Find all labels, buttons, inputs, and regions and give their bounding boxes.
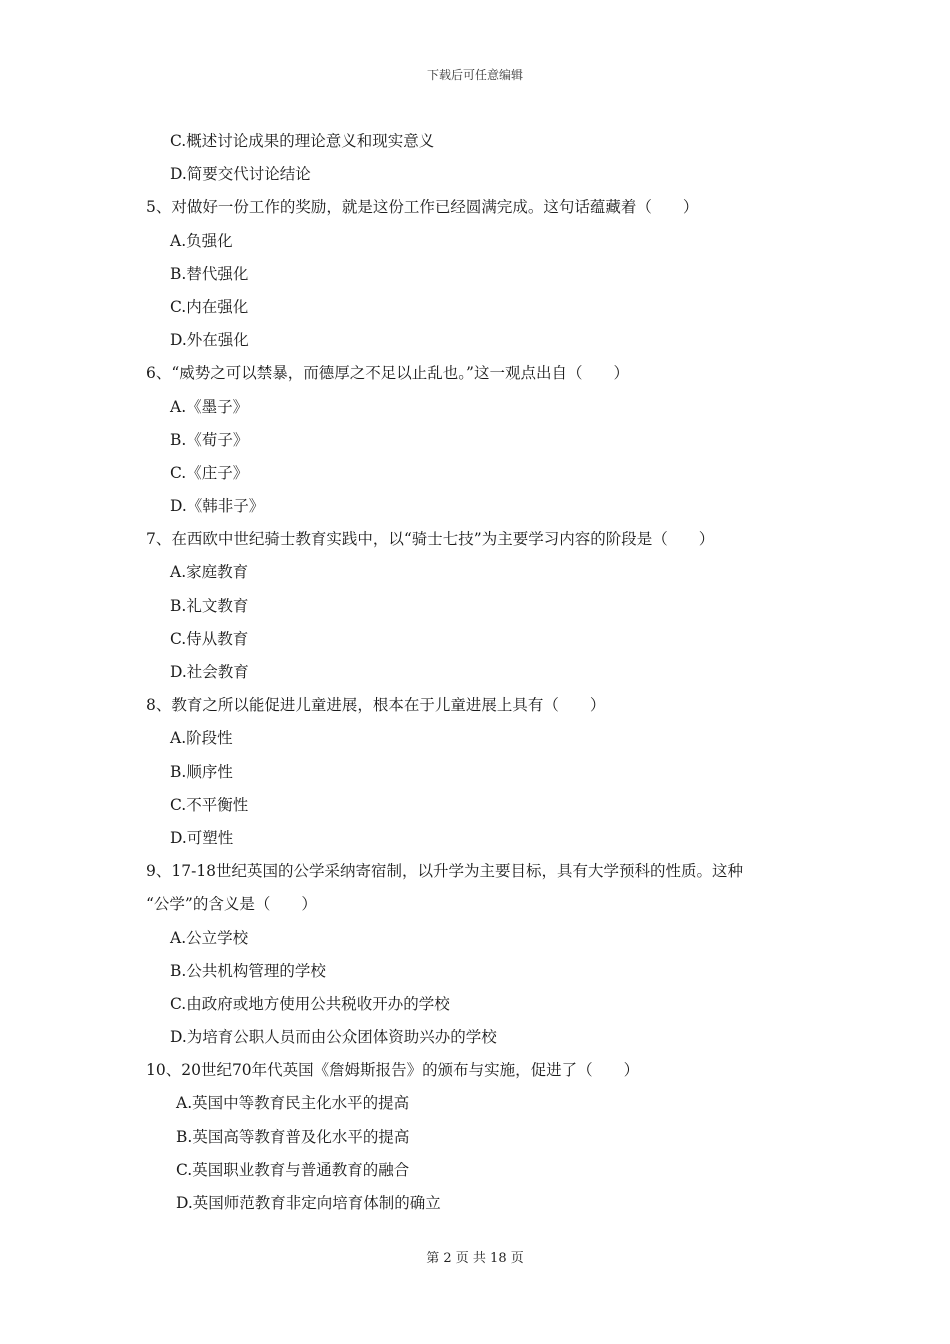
answer-option: D.《韩非子》 (170, 497, 265, 516)
answer-option: B.替代强化 (170, 264, 249, 283)
question-stem: 10、20世纪70年代英国《詹姆斯报告》的颁布与实施，促进了（ ） (146, 1061, 640, 1080)
answer-option: C.英国职业教育与普通教育的融合 (176, 1160, 410, 1179)
answer-option: D.简要交代讨论结论 (170, 165, 311, 184)
answer-option: C.内在强化 (170, 297, 249, 316)
question-list (146, 125, 826, 1220)
answer-option: B.顺序性 (170, 762, 233, 781)
answer-option: A.家庭教育 (170, 563, 249, 582)
answer-option: B.礼文教育 (170, 596, 249, 615)
answer-option: C.《庄子》 (170, 463, 249, 482)
question-stem: “公学”的含义是（ ） (146, 895, 317, 914)
answer-option: A.负强化 (170, 231, 233, 250)
answer-option: C.概述讨论成果的理论意义和现实意义 (170, 132, 435, 150)
question-stem: 6、“威势之可以禁暴，而德厚之不足以止乱也。”这一观点出自（ ） (146, 364, 629, 383)
answer-option: A.公立学校 (170, 928, 249, 947)
answer-option: C.由政府或地方使用公共税收开办的学校 (170, 994, 450, 1013)
answer-option: C.不平衡性 (170, 795, 249, 814)
answer-option: B.英国高等教育普及化水平的提高 (176, 1127, 410, 1146)
question-stem: 7、在西欧中世纪骑士教育实践中，以“骑士七技”为主要学习内容的阶段是（ ） (146, 530, 715, 549)
answer-option: A.阶段性 (170, 729, 233, 748)
answer-option: D.社会教育 (170, 663, 249, 681)
answer-option: D.为培育公职人员而由公众团体资助兴办的学校 (170, 1028, 497, 1047)
answer-option: A.英国中等教育民主化水平的提高 (176, 1094, 410, 1113)
question-stem: 5、对做好一份工作的奖励，就是这份工作已经圆满完成。这句话蕴藏着（ ） (146, 198, 699, 217)
question-stem: 8、教育之所以能促进儿童进展，根本在于儿童进展上具有（ ） (146, 696, 606, 715)
answer-option: B.公共机构管理的学校 (170, 961, 326, 980)
answer-option: D.可塑性 (170, 828, 234, 847)
question-stem: 9、17-18世纪英国的公学采纳寄宿制，以升学为主要目标，具有大学预科的性质。这种 (146, 862, 744, 881)
answer-option: B.《荀子》 (170, 430, 249, 449)
answer-option: C.侍从教育 (170, 629, 249, 648)
page-footer: 第 2 页 共 18 页 (426, 1251, 524, 1266)
page-header: 下载后可任意编辑 (426, 68, 523, 82)
answer-option: D.外在强化 (170, 331, 249, 350)
answer-option: A.《墨子》 (170, 397, 249, 416)
answer-option: D.英国师范教育非定向培育体制的确立 (176, 1194, 441, 1212)
